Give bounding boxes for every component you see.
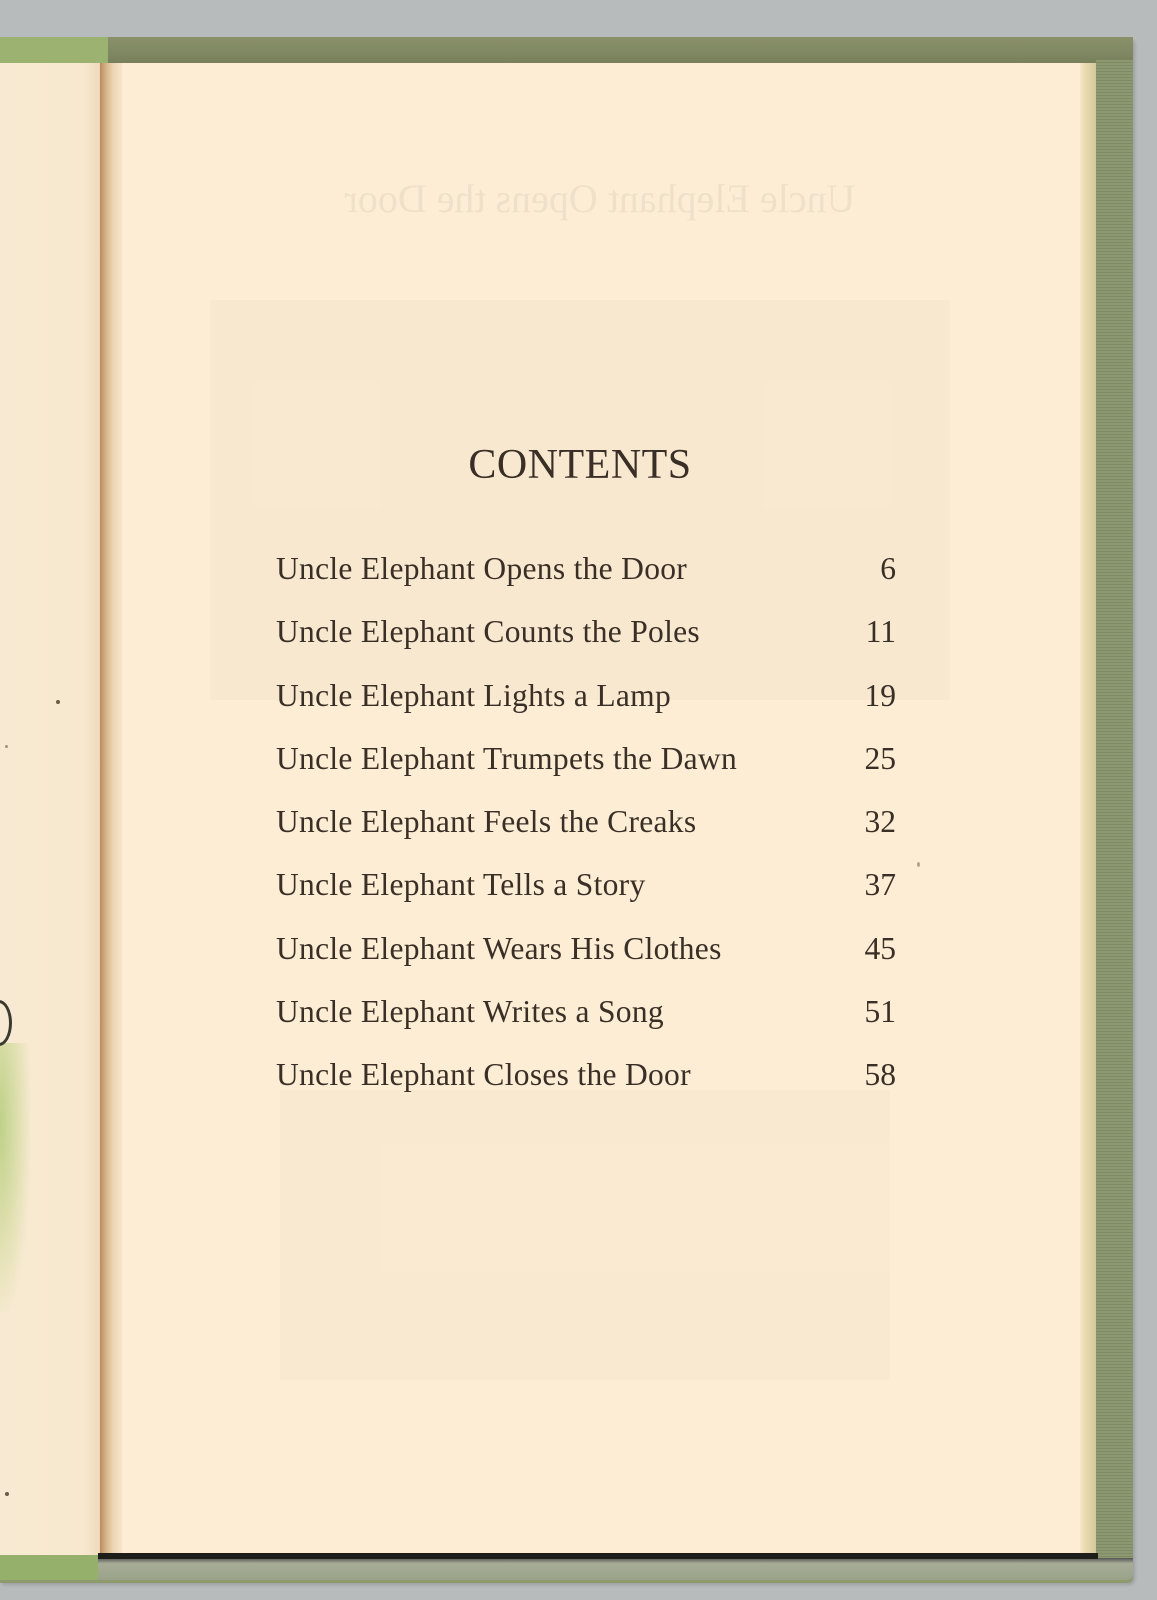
toc-entry: [276, 1053, 896, 1116]
left-cover-bottom-edge: [0, 1555, 98, 1580]
toc-entry-title: Uncle Elephant Tells a Story: [276, 867, 646, 903]
toc-entry-page: 58: [864, 1057, 896, 1093]
paper-speck: [5, 1492, 9, 1496]
toc-entry: [276, 547, 896, 610]
toc-entry: [276, 610, 896, 673]
toc-entry: [276, 737, 896, 800]
right-cover-bottom-edge: [98, 1558, 1133, 1580]
page-edge: [1080, 63, 1096, 1555]
toc-entry-title: Uncle Elephant Feels the Creaks: [276, 804, 697, 840]
toc-entry-page: 51: [864, 994, 896, 1030]
toc-entry-page: 11: [865, 614, 896, 650]
left-page: [0, 63, 104, 1555]
toc-entry: [276, 990, 896, 1053]
bottom-shadow: [98, 1553, 1098, 1559]
toc-entry-title: Uncle Elephant Opens the Door: [276, 551, 688, 586]
toc-entry: [276, 674, 896, 737]
toc-entry-page: 45: [864, 930, 896, 966]
book-gutter: [100, 63, 122, 1555]
show-through-text: Uncle Elephant Opens the Door: [344, 176, 856, 221]
toc-entry: [276, 863, 896, 926]
toc-entry-title: Uncle Elephant Closes the Door: [276, 1057, 691, 1093]
toc-entry-title: Uncle Elephant Trumpets the Dawn: [276, 740, 738, 776]
toc-entry-page: 37: [864, 867, 896, 903]
table-of-contents: [276, 547, 896, 1117]
toc-entry-title: Uncle Elephant Counts the Poles: [276, 614, 700, 650]
right-cover-side-edge: [1096, 60, 1133, 1570]
toc-entry-title: Uncle Elephant Writes a Song: [276, 994, 664, 1030]
show-through-illustration-lower: [280, 1090, 890, 1380]
paper-speck: [5, 745, 8, 748]
toc-entry: [276, 800, 896, 863]
toc-entry-page: 19: [864, 677, 896, 713]
contents-heading: CONTENTS: [468, 442, 692, 488]
toc-entry-title: Uncle Elephant Lights a Lamp: [276, 677, 672, 713]
paper-speck: [917, 862, 920, 867]
illustration-fragment: [0, 1043, 30, 1313]
toc-entry: [276, 927, 896, 990]
right-cover-top-edge: [108, 37, 1133, 64]
toc-entry-title: Uncle Elephant Wears His Clothes: [276, 930, 722, 966]
toc-entry-page: 25: [864, 740, 896, 776]
toc-entry-page: 6: [880, 551, 896, 586]
left-cover-top-edge: [0, 37, 108, 64]
toc-entry-page: 32: [864, 804, 896, 840]
paper-speck: [56, 700, 60, 704]
